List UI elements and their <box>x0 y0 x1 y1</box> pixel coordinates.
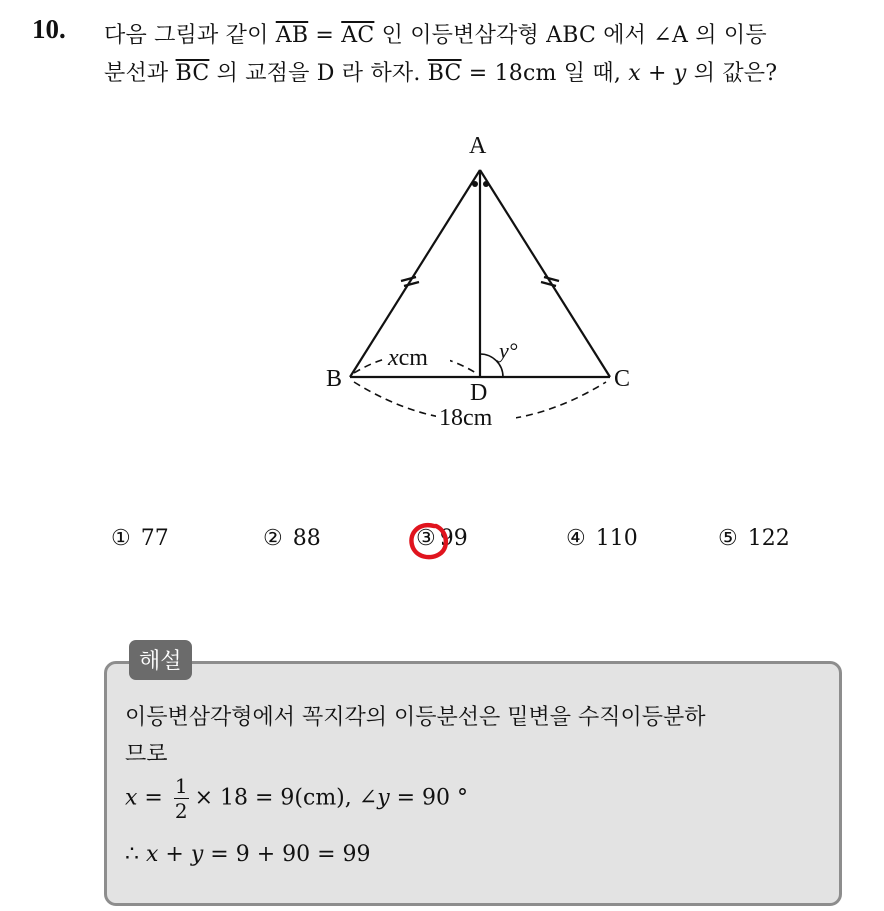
vertex-label-c: C <box>614 366 631 392</box>
solution-tag: 해설 <box>129 640 192 680</box>
choice-number: ③ <box>416 526 436 551</box>
plus-sign: + <box>158 842 191 867</box>
tick-mark-ac <box>544 277 559 281</box>
segment-bc: $\overline{BC}$ <box>427 61 462 86</box>
variable-y: y <box>673 61 687 86</box>
fraction-one-half <box>174 776 189 821</box>
solution-text: × 18 = 9(cm), ∠ <box>194 785 378 811</box>
variable-y: y <box>190 842 204 867</box>
variable-x: x <box>146 842 159 867</box>
question-text: 의 값은? <box>686 61 778 86</box>
equals-sign: = <box>137 785 170 811</box>
vertex-label-d: D <box>470 380 488 406</box>
choice-number: ④ <box>566 526 586 551</box>
fraction-denominator: 2 <box>174 799 188 823</box>
choice-number: ⑤ <box>718 526 738 551</box>
tick-mark-ac <box>541 282 556 286</box>
choice-value: 88 <box>292 526 321 551</box>
angle-dot <box>483 181 489 187</box>
question-text: 인 이등변삼각형 ABC 에서 ∠A 의 이등 <box>374 23 767 48</box>
choice-number: ② <box>263 526 283 551</box>
length-label-18cm: 18cm <box>439 405 493 431</box>
choice-5[interactable] <box>718 526 790 551</box>
choice-4[interactable] <box>566 526 638 551</box>
length-label-x: xcm <box>388 345 428 371</box>
question-text: 분선과 <box>104 61 176 86</box>
triangle-figure <box>300 120 660 440</box>
choice-3[interactable] <box>416 526 468 551</box>
solution-text: = 90 ° <box>389 785 469 811</box>
vertex-label-a: A <box>469 133 487 159</box>
segment-bc: $\overline{BC}$ <box>175 61 210 86</box>
question-line-1 <box>104 18 767 49</box>
choice-value: 99 <box>439 526 468 551</box>
choice-1[interactable] <box>111 526 169 551</box>
solution-line-3 <box>125 776 468 821</box>
variable-y: y <box>377 785 390 811</box>
variable-x: x <box>628 61 641 86</box>
answer-choices <box>0 526 884 566</box>
variable-x: x <box>125 785 138 811</box>
question-text: 의 교점을 D 라 하자. <box>209 61 428 86</box>
fraction-numerator: 1 <box>174 774 188 798</box>
solution-line-4 <box>125 842 371 867</box>
choice-value: 77 <box>140 526 169 551</box>
choice-value: 122 <box>747 526 790 551</box>
tick-mark-ab <box>401 277 416 281</box>
choice-value: 110 <box>595 526 638 551</box>
solution-line-1: 이등변삼각형에서 꼭지각의 이등분선은 밑변을 수직이등분하 <box>125 705 706 730</box>
plus-sign: + <box>640 61 674 86</box>
segment-ac: $\overline{AC}$ <box>341 23 375 48</box>
question-text: 다음 그림과 같이 <box>104 23 276 48</box>
vertex-label-b: B <box>326 366 343 392</box>
solution-line-2: 므로 <box>125 742 168 767</box>
angle-label-y: y° <box>499 338 518 363</box>
question-text: = 18cm 일 때, <box>461 61 629 86</box>
angle-dot <box>472 181 478 187</box>
tick-mark-ab <box>404 282 419 286</box>
segment-ab: $\overline{AB}$ <box>275 23 309 48</box>
question-number: 10. <box>32 14 66 44</box>
therefore-symbol: ∴ <box>125 842 146 867</box>
choice-number: ① <box>111 526 131 551</box>
equals-sign: = <box>308 23 342 48</box>
choice-2[interactable] <box>263 526 321 551</box>
solution-text: = 9 + 90 = 99 <box>203 842 371 867</box>
question-line-2 <box>104 56 777 87</box>
